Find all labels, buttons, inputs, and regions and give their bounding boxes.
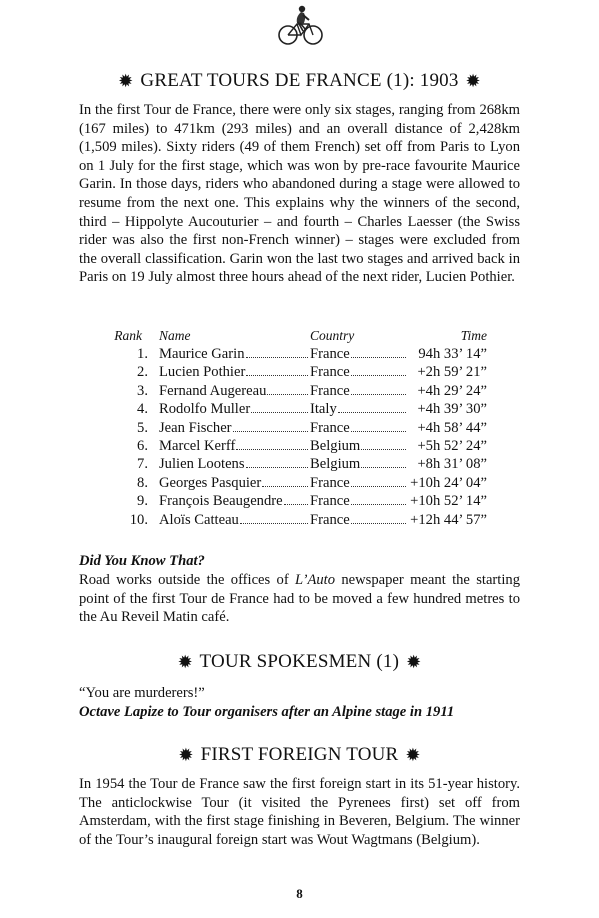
cell-country-text: Belgium bbox=[310, 438, 361, 454]
leader-dots bbox=[351, 523, 406, 524]
cell-name-text: François Beaugendre bbox=[159, 493, 283, 510]
cell-name bbox=[159, 383, 309, 400]
section-title: FIRST FOREIGN TOUR bbox=[200, 744, 399, 765]
cell-rank: 8. bbox=[137, 474, 148, 491]
table-row bbox=[0, 346, 599, 363]
header-country: Country bbox=[310, 328, 355, 343]
cell-name bbox=[159, 456, 309, 473]
cell-country-text: France bbox=[310, 419, 350, 436]
cell-country-text: France bbox=[310, 511, 350, 528]
cell-country bbox=[310, 493, 407, 510]
cell-country bbox=[310, 364, 407, 381]
cell-time: +2h 59’ 21” bbox=[417, 364, 487, 381]
leader-dots bbox=[361, 467, 406, 468]
cell-rank: 9. bbox=[137, 493, 148, 510]
leader-dots bbox=[361, 449, 406, 450]
cell-rank: 1. bbox=[137, 346, 148, 362]
cell-name bbox=[159, 493, 309, 510]
cell-country bbox=[310, 420, 407, 437]
cell-country-text: Italy bbox=[310, 401, 337, 418]
cyclist-icon bbox=[276, 3, 324, 47]
quote-text: “You are murderers!” bbox=[79, 685, 205, 701]
cell-country bbox=[310, 438, 407, 455]
leader-dots bbox=[351, 486, 406, 487]
page-number: 8 bbox=[296, 886, 303, 901]
leader-dots bbox=[351, 375, 406, 376]
cell-name-text: Maurice Garin bbox=[159, 346, 245, 362]
cell-name-text: Aloïs Catteau bbox=[159, 511, 239, 528]
cell-rank: 3. bbox=[137, 382, 148, 399]
cell-time: 94h 33’ 14” bbox=[418, 346, 487, 362]
cell-rank: 5. bbox=[137, 419, 148, 436]
cell-name bbox=[159, 512, 309, 529]
cell-name bbox=[159, 420, 309, 437]
cell-name bbox=[159, 346, 309, 363]
leader-dots bbox=[262, 486, 308, 487]
table-row bbox=[0, 456, 599, 473]
cell-time: +4h 58’ 44” bbox=[417, 419, 487, 436]
cell-name-text: Rodolfo Muller bbox=[159, 401, 251, 418]
leader-dots bbox=[240, 523, 308, 524]
cell-rank: 2. bbox=[137, 364, 148, 381]
cell-rank: 4. bbox=[137, 401, 148, 418]
leader-dots bbox=[351, 431, 406, 432]
cell-rank: 7. bbox=[137, 456, 148, 473]
did-you-know-text-part: Road works outside the offices of bbox=[79, 572, 296, 588]
section-body-first-foreign-tour: In 1954 the Tour de France saw the first foreign start in its 51-year history. The anticlockwise Tour (it visited the Pyrenees first) set off from Amsterdam, with the first stage finishing in Beveren, Belgium. The winner of the Tour’s inaugural foreign start was Wout Wagtmans (Belgium). bbox=[79, 776, 520, 848]
header-rank: Rank bbox=[114, 328, 142, 343]
cell-time: +10h 24’ 04” bbox=[410, 474, 487, 491]
quote-attribution: Octave Lapize to Tour organisers after an Alpine stage in 1911 bbox=[79, 704, 455, 720]
sunburst-icon: ✹ bbox=[465, 71, 481, 91]
leader-dots bbox=[246, 375, 308, 376]
cell-name-text: Jean Fischer bbox=[159, 419, 232, 436]
cell-name-text: Marcel Kerff bbox=[159, 438, 236, 454]
cell-country-text: France bbox=[310, 493, 350, 510]
table-row bbox=[0, 401, 599, 418]
did-you-know-text-part: newspaper meant the starting point of the first Tour de France had to be moved a few hundred metres to the Au Reveil Matin café. bbox=[79, 572, 520, 626]
table-row bbox=[0, 493, 599, 510]
table-row bbox=[0, 364, 599, 381]
section-heading-first-foreign-tour bbox=[0, 744, 599, 766]
cell-country-text: France bbox=[310, 364, 350, 381]
cell-time: +8h 31’ 08” bbox=[417, 456, 487, 473]
cell-name bbox=[159, 438, 309, 455]
cell-country bbox=[310, 383, 407, 400]
cell-name bbox=[159, 475, 309, 492]
leader-dots bbox=[246, 467, 308, 468]
leader-dots bbox=[251, 412, 308, 413]
cell-rank: 10. bbox=[129, 511, 148, 528]
table-row bbox=[0, 420, 599, 437]
cell-country bbox=[310, 512, 407, 529]
sunburst-icon: ✹ bbox=[405, 745, 421, 765]
table-row bbox=[0, 438, 599, 455]
section-body-great-tours: In the first Tour de France, there were only six stages, ranging from 268km (167 miles) to 471km (293 miles) and an overall distance of 2,428km (1,509 miles). Sixty riders (49 of them French) set off from Paris to Lyon on 1 July for the first stage, which was won by pre-race favourite Maurice Garin. In those days, riders who abandoned during a stage were allowed to resume from the next one. This explains why the winners of the second, third – Hippolyte Aucouturier – and fourth – Charles Laesser (the Swiss rider was also the first non-French winner) – stages were excluded from the overall classification. Garin won the last two stages and arrived back in Paris on 19 July almost three hours ahead of the next rider, Lucien Pothier. bbox=[79, 102, 520, 286]
cell-time: +10h 52’ 14” bbox=[410, 493, 487, 510]
table-row bbox=[0, 475, 599, 492]
table-row bbox=[0, 383, 599, 400]
sunburst-icon: ✹ bbox=[177, 652, 193, 672]
leader-dots bbox=[233, 431, 308, 432]
header-time: Time bbox=[460, 328, 487, 343]
leader-dots bbox=[351, 394, 406, 395]
cell-country-text: France bbox=[310, 474, 350, 491]
cell-country bbox=[310, 456, 407, 473]
cell-country-text: France bbox=[310, 382, 350, 399]
leader-dots bbox=[338, 412, 406, 413]
did-you-know-title: Did You Know That? bbox=[79, 553, 205, 569]
did-you-know-text bbox=[79, 571, 520, 627]
cell-time: +12h 44’ 57” bbox=[410, 511, 487, 528]
cell-country-text: France bbox=[310, 346, 350, 362]
leader-dots bbox=[351, 357, 406, 358]
cell-name-text: Lucien Pothier bbox=[159, 364, 246, 381]
section-title: TOUR SPOKESMEN (1) bbox=[199, 651, 400, 672]
cell-name bbox=[159, 364, 309, 381]
leader-dots bbox=[246, 357, 309, 358]
section-title: GREAT TOURS DE FRANCE (1): 1903 bbox=[140, 70, 459, 91]
sunburst-icon: ✹ bbox=[406, 652, 422, 672]
cell-country bbox=[310, 401, 407, 418]
newspaper-name: L’Auto bbox=[295, 572, 336, 588]
section-heading-tour-spokesmen bbox=[0, 651, 599, 673]
results-table-header bbox=[0, 328, 599, 345]
cell-time: +5h 52’ 24” bbox=[417, 438, 487, 454]
cell-name-text: Georges Pasquier bbox=[159, 474, 262, 491]
cell-country bbox=[310, 346, 407, 363]
table-row bbox=[0, 512, 599, 529]
cell-country bbox=[310, 475, 407, 492]
leader-dots bbox=[351, 504, 406, 505]
cell-time: +4h 39’ 30” bbox=[417, 401, 487, 418]
leader-dots bbox=[267, 394, 308, 395]
cell-time: +4h 29’ 24” bbox=[417, 382, 487, 399]
leader-dots bbox=[236, 449, 308, 450]
cell-country-text: Belgium bbox=[310, 456, 361, 473]
cell-name bbox=[159, 401, 309, 418]
cell-name-text: Julien Lootens bbox=[159, 456, 245, 473]
section-heading-great-tours bbox=[0, 70, 599, 92]
header-name: Name bbox=[159, 328, 191, 343]
cell-name-text: Fernand Augereau bbox=[159, 382, 267, 399]
sunburst-icon: ✹ bbox=[178, 745, 194, 765]
leader-dots bbox=[284, 504, 308, 505]
cell-rank: 6. bbox=[137, 438, 148, 454]
sunburst-icon: ✹ bbox=[118, 71, 134, 91]
